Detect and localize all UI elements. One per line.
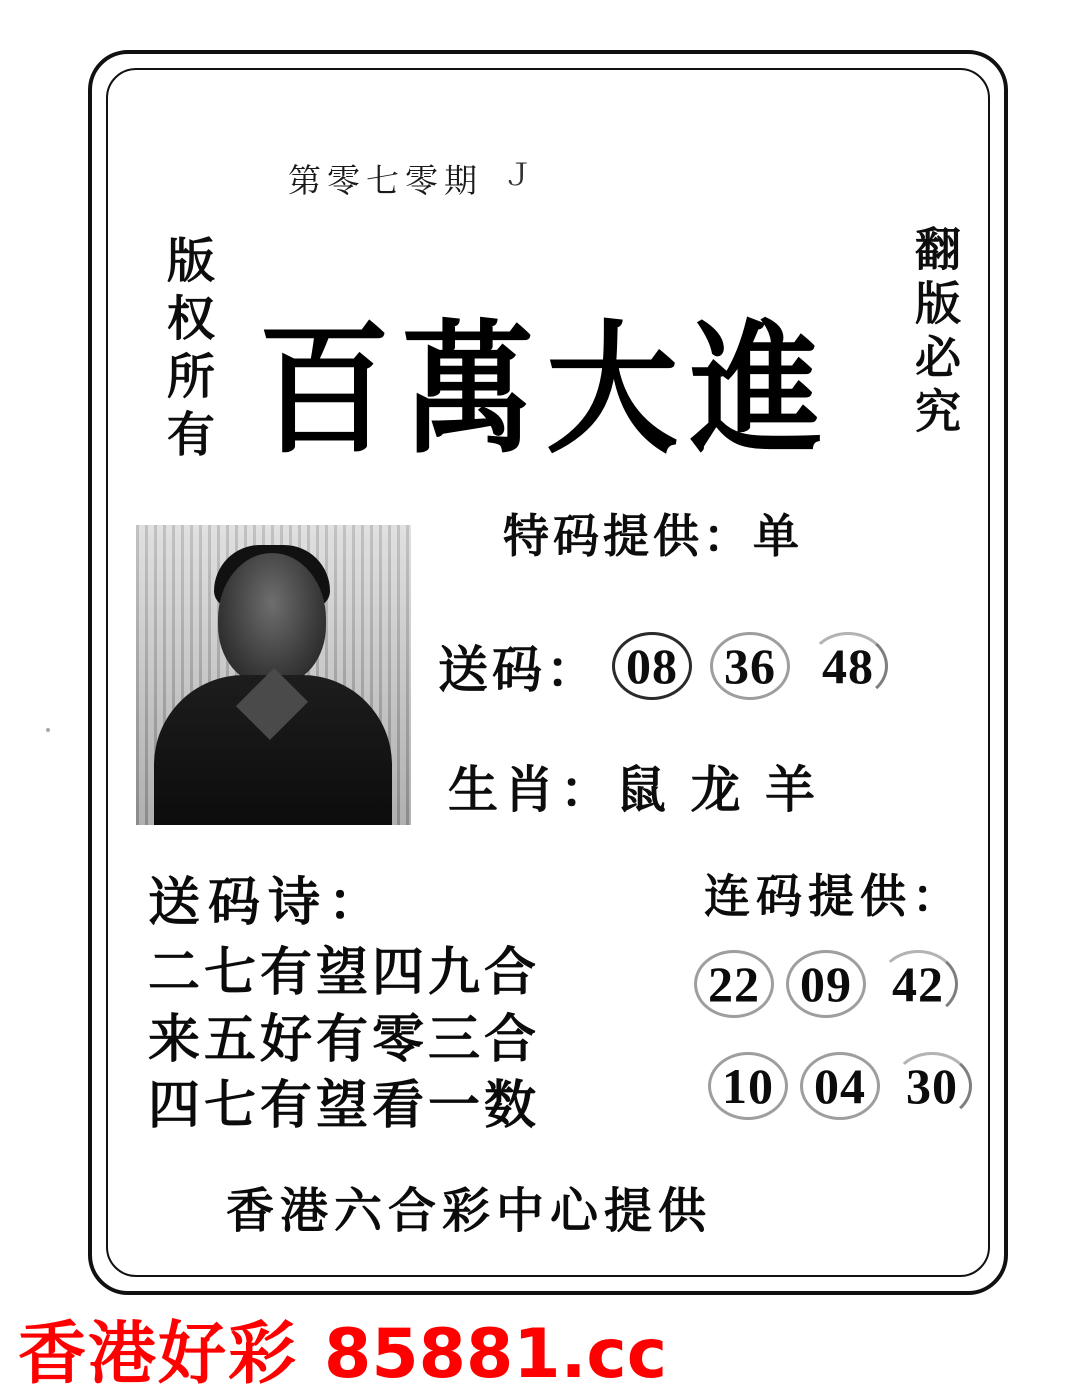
- watermark-site: 85881.cc: [324, 1315, 668, 1394]
- special-code-line: 特码提供：单: [503, 511, 803, 562]
- zodiac-line: [448, 750, 821, 822]
- zodiac-values: 鼠 龙 羊: [616, 762, 821, 818]
- lianma-number: 09: [786, 950, 866, 1018]
- poster-inner-border: [106, 68, 990, 1277]
- send-code-number: 48: [808, 632, 888, 700]
- lianma-number: 42: [878, 950, 958, 1018]
- provider-footer: 香港六合彩中心提供: [226, 1183, 713, 1239]
- lianma-block: [688, 860, 978, 1120]
- watermark: [18, 1300, 667, 1397]
- lianma-row: [688, 950, 978, 1018]
- scan-speck: [46, 728, 50, 732]
- lianma-number: 30: [892, 1052, 972, 1120]
- watermark-text: 香港好彩: [18, 1315, 299, 1394]
- lianma-number: 10: [708, 1052, 788, 1120]
- issue-number: 第零七零期: [288, 164, 483, 200]
- lianma-row: [702, 1052, 978, 1120]
- zodiac-label: 生肖：: [448, 762, 616, 818]
- lottery-poster: [88, 50, 1008, 1295]
- send-code-label: 送码：: [438, 642, 600, 698]
- send-code-number: 36: [710, 632, 790, 700]
- poem-line: 四七有望看一数: [148, 1078, 541, 1136]
- send-code-line: [438, 630, 894, 702]
- lianma-number: 04: [800, 1052, 880, 1120]
- issue-mark: Ｊ: [503, 159, 533, 192]
- poem-block: [148, 860, 540, 1141]
- portrait-photo: [136, 525, 411, 825]
- poem-title: 送码诗：: [148, 875, 389, 932]
- poem-line: 二七有望四九合: [148, 945, 541, 1002]
- poem-line: 来五好有零三合: [148, 1011, 541, 1069]
- copyright-notice-right: 翻版必究: [909, 225, 960, 441]
- send-code-number: 08: [612, 632, 692, 700]
- lianma-number: 22: [694, 950, 774, 1018]
- page-title: 百萬大進: [258, 306, 834, 474]
- copyright-notice-left: 版权所有: [159, 235, 213, 467]
- lianma-title: 连码提供：: [704, 871, 964, 922]
- portrait-head: [218, 553, 326, 685]
